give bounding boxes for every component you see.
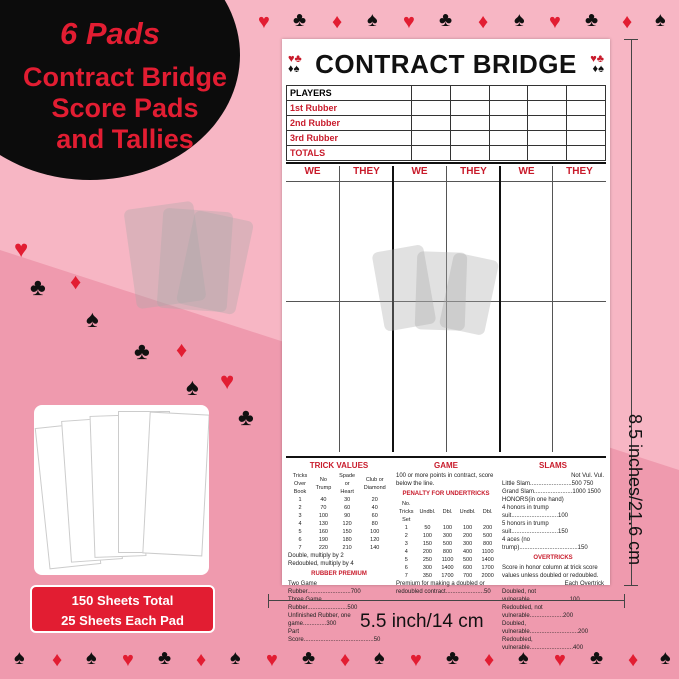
grid-header: THEY	[566, 166, 593, 177]
score-grid	[286, 166, 606, 452]
club-icon: ♣	[585, 9, 599, 31]
width-label: 5.5 inch/14 cm	[360, 611, 484, 632]
diamond-icon: ♦	[622, 11, 633, 33]
spade-icon: ♠	[14, 647, 25, 669]
headline-line-3: and Tallies	[56, 124, 194, 154]
club-icon: ♣	[439, 9, 453, 31]
diamond-icon: ♦	[484, 649, 495, 671]
section-title: GAME	[434, 461, 458, 470]
heart-icon: ♥	[403, 11, 415, 33]
diamond-icon: ♦	[70, 269, 82, 294]
spade-icon: ♠	[186, 374, 199, 401]
penalty-table: No. Tricks Set Undbl. Dbl. Undbl. Dbl. 1 50 100 100 200 2 100 300 200 500 3 150 500 300 800 4 200 800 400 1100 5 250 1100 500 1400 6 300 1400 600 1700 7 350 1700 700 2000	[399, 501, 494, 579]
diamond-icon: ♦♠	[592, 63, 604, 75]
spade-icon: ♠	[230, 647, 241, 669]
club-icon: ♣	[293, 9, 307, 31]
width-dimension-line	[268, 600, 624, 601]
row-label: TOTALS	[287, 146, 412, 161]
row-label: 2nd Rubber	[287, 116, 412, 131]
diamond-icon: ♦	[478, 11, 489, 33]
pads-stack-thumbnail	[34, 405, 209, 575]
headline-count: 6 Pads	[60, 16, 160, 51]
row-label: PLAYERS	[287, 86, 412, 101]
sheet-count-badge	[30, 585, 215, 633]
grid-header: THEY	[353, 166, 380, 177]
headline-line-2: Score Pads	[51, 93, 199, 123]
row-label: 3rd Rubber	[287, 131, 412, 146]
diamond-icon: ♦	[176, 337, 188, 362]
trick-values-section: TRICK VALUES Tricks Over Book No Trump Spade or Heart Club or Diamond 1 40 30 20 2 70 60 40 3 100 90 60 4 130 120 80 5 160 150 100 6 190 180 120 7 220 210 140 Double, multiply by 2 Redoubled, multiply by 4 RUBBER PREMIUM Two Game Rubber..........................700 Rubber........................500 Unfinished Rubber, one game..............300 Part Score..........................................50	[288, 462, 390, 644]
section-title: SLAMS	[539, 461, 567, 470]
spade-icon: ♠	[374, 647, 385, 669]
sheet-title: CONTRACT BRIDGE	[315, 49, 577, 79]
heart-icon: ♥	[266, 649, 278, 671]
height-label: 8.5 inches/21.6 cm	[625, 414, 645, 566]
spade-icon: ♠	[660, 647, 671, 669]
bottom-suit-strip	[0, 640, 679, 679]
heart-icon: ♥	[258, 11, 270, 33]
spade-icon: ♠	[86, 306, 99, 333]
diamond-icon: ♦	[332, 11, 343, 33]
heart-icon: ♥♣	[590, 53, 604, 65]
slams-section: SLAMS Not Vul. Vul. Little Slam.........................500 750 Grand Slam.......................1000 1500 HONORS(in one hand) 4 honors in trump suit............................100 5 honors in trump suit............................150 4 aces (no trump)...................................150 OVERTRICKS Score in honor column at trick score values unless doubled or redoubled. Each Overtrick Doubled, not Redoubled, not vulnerable....................200 Doubled, vulnerable.............................200 Redoubled, vulnerable..........................400	[502, 461, 604, 651]
headline-line-1: Contract Bridge	[22, 62, 228, 92]
diamond-icon: ♦	[196, 649, 207, 671]
diamond-icon: ♦	[52, 649, 63, 671]
heart-icon: ♥	[549, 11, 561, 33]
players-table	[286, 85, 606, 161]
diamond-icon: ♦	[340, 649, 351, 671]
spade-icon: ♠	[518, 647, 529, 669]
heart-icon: ♥	[220, 368, 235, 395]
section-title: RUBBER PREMIUM	[311, 571, 367, 577]
trick-values-table: Tricks Over Book No Trump Spade or Heart Club or Diamond 1 40 30 20 2 70 60 40 3 100 90 60 4 130 120 80 5 160 150 100 6 190 180 120 7 220 210 140	[292, 473, 386, 551]
club-icon: ♣	[158, 647, 172, 669]
club-icon: ♣	[302, 647, 316, 669]
heart-icon: ♥	[122, 649, 134, 671]
grid-header: WE	[304, 166, 321, 177]
spade-icon: ♠	[655, 9, 666, 31]
club-icon: ♣	[134, 338, 150, 365]
club-icon: ♣	[590, 647, 604, 669]
spade-icon: ♠	[367, 9, 378, 31]
section-title: TRICK VALUES	[309, 461, 369, 470]
grid-header: THEY	[460, 166, 487, 177]
diamond-icon: ♦♠	[288, 63, 300, 75]
game-section: GAME 100 or more points in contract, score below the line. PENALTY FOR UNDERTRICKS No. Tricks Set Undbl. Dbl. Undbl. Dbl. 1 50 100 100 200 2 100 300 200 500 3 150 500 300 800 4 200 800 400 1100 5 250 1100 500 1400 6 300 1400 600 1700 7 350 1700 700 2000 Premium for making a doubled or redoubled contract.......................50	[396, 462, 496, 596]
row-label: 1st Rubber	[287, 101, 412, 116]
heart-icon: ♥	[410, 649, 422, 671]
diamond-icon: ♦	[628, 649, 639, 671]
club-icon: ♣	[30, 274, 46, 301]
grid-header: WE	[518, 166, 535, 177]
divider	[286, 162, 606, 164]
badge-line-1: 150 Sheets Total	[71, 593, 174, 608]
club-icon: ♣	[446, 647, 460, 669]
club-icon: ♣	[238, 404, 254, 431]
heart-icon: ♥♣	[288, 53, 302, 65]
grid-header: WE	[411, 166, 428, 177]
badge-line-2: 25 Sheets Each Pad	[61, 613, 184, 628]
spade-icon: ♠	[86, 647, 97, 669]
heart-icon: ♥	[554, 649, 566, 671]
spade-icon: ♠	[514, 9, 525, 31]
heart-icon: ♥	[14, 236, 29, 263]
